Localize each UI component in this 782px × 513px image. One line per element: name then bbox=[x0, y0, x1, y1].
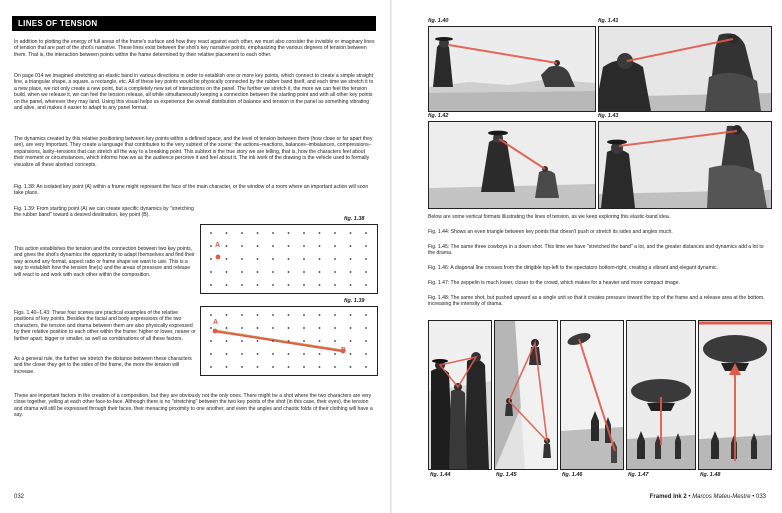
fig147-caption: Fig. 1.47: The zeppelin is much lower, closer to the crowd, which makes for a heavier and more compact image. bbox=[428, 280, 680, 286]
fig141-illustration bbox=[599, 27, 771, 111]
grid-dot bbox=[241, 284, 243, 286]
grid-dot bbox=[319, 258, 321, 260]
grid-dot bbox=[210, 340, 212, 342]
fig145-panel bbox=[494, 320, 558, 470]
fig139-dot-grid bbox=[201, 307, 377, 375]
fig141-panel bbox=[598, 26, 772, 112]
grid-dot bbox=[319, 314, 321, 316]
closing-paragraph: These are important factors in the creation of a composition, but they are obviously not the only ones. There might be a shot where the two characters are very close together, yelling at each other face-to-face. Although there is no "stretching" between the two key points of the shot (in this case, their eyes), the tension and drama will still be expressed through their faces, their menacing proximity to one another, and even the angles and chaotic folds of their clothing will have a say. bbox=[14, 393, 373, 419]
grid-dot bbox=[365, 271, 367, 273]
right-page-number: 033 bbox=[755, 494, 766, 500]
grid-dot bbox=[241, 366, 243, 368]
key-point-a bbox=[213, 329, 218, 334]
grid-dot bbox=[257, 327, 259, 329]
grid-dot bbox=[334, 232, 336, 234]
grid-dot bbox=[303, 271, 305, 273]
fig147-panel bbox=[626, 320, 696, 470]
fig140-label: fig. 1.40 bbox=[428, 18, 449, 24]
grid-dot bbox=[210, 258, 212, 260]
grid-dot bbox=[288, 353, 290, 355]
grid-dot bbox=[241, 314, 243, 316]
grid-dot bbox=[350, 327, 352, 329]
grid-dot bbox=[334, 340, 336, 342]
grid-dot bbox=[272, 353, 274, 355]
grid-dot bbox=[350, 314, 352, 316]
grid-dot bbox=[334, 284, 336, 286]
grid-dot bbox=[210, 353, 212, 355]
grid-dot bbox=[272, 366, 274, 368]
grid-dot bbox=[288, 245, 290, 247]
grid-dot bbox=[226, 284, 228, 286]
fig145-label: fig. 1.45 bbox=[496, 472, 517, 478]
fig144-label: fig. 1.44 bbox=[430, 472, 451, 478]
fig144-illustration bbox=[429, 321, 491, 469]
grid-dot bbox=[365, 258, 367, 260]
grid-dot bbox=[257, 271, 259, 273]
grid-dot bbox=[365, 327, 367, 329]
tension-action-paragraph: This action establishes the tension and the connection between two key points, and gives the shot's dynamics the opportunity to adapt themselves and find their way around any format, aspect ratio or frame shape we want to use. This is a way to establish how the tension line(s) and the areas of pressure and release will react to and work with each other within the composition. bbox=[14, 246, 195, 278]
grid-dot bbox=[226, 258, 228, 260]
grid-dot bbox=[365, 366, 367, 368]
fig138-label: fig. 1.38 bbox=[344, 216, 365, 222]
grid-dot bbox=[272, 327, 274, 329]
grid-dot bbox=[257, 340, 259, 342]
grid-dot bbox=[350, 258, 352, 260]
fig139-caption: Fig. 1.39: From starting point (A) we can create specific dynamics by "stretching the rubber band" toward a desired destination, key point (B). bbox=[14, 206, 194, 219]
grid-dot bbox=[241, 245, 243, 247]
grid-dot bbox=[319, 245, 321, 247]
grid-dot bbox=[241, 353, 243, 355]
grid-dot bbox=[303, 366, 305, 368]
fig143-label: fig. 1.43 bbox=[598, 113, 619, 119]
fig148-caption: Fig. 1.48: The same shot, but pushed upward as a single unit so that it creates pressure toward the top of the frame and a release area at the bottom, increasing the intensity of drama. bbox=[428, 295, 765, 308]
fig146-illustration bbox=[561, 321, 623, 469]
intro-paragraph: In addition to plotting the energy of full areas of the frame's surface and how they react against each other, we must also consider the invisible or imaginary lines of tension that are part of the shot's narrative. These lines exist between the shot's key narrative points, emphasizing the various degrees of tension between them. That is, the interaction between points within the frame determined by their relative placement to each other. bbox=[14, 39, 375, 58]
fig146-caption: Fig. 1.46: A diagonal line crosses from the dirigible top-left to the spectators bottom-right, creating a vibrant and elegant dynamic. bbox=[428, 265, 718, 271]
fig143-panel bbox=[598, 121, 772, 209]
fig147-label: fig. 1.47 bbox=[628, 472, 649, 478]
fig138-dot-grid bbox=[201, 225, 377, 293]
fig142-label: fig. 1.42 bbox=[428, 113, 449, 119]
grid-dot bbox=[288, 314, 290, 316]
grid-dot bbox=[334, 314, 336, 316]
author-name: Marcos Mateu-Mestre bbox=[692, 494, 751, 500]
grid-dot bbox=[272, 271, 274, 273]
fig148-panel bbox=[698, 320, 772, 470]
grid-dot bbox=[365, 232, 367, 234]
dynamics-paragraph: The dynamics created by this relative positioning between key points within a defined space, and the level of tension between them (how close or far apart they are), are very important. They create a language that contributes to the very subtext of the scene: the actions–reactions, balances–imbalances, compressions–expansions, laxity–tensions that can stretch all the way to a breaking point. This subtext is the true story we are telling, that is, how the characters feel about their moment or circumstances, which informs how we as the audience perceive it and feel about it. The ink work of the drawing is the vehicle used to formally visualize all these abstract concepts. bbox=[14, 136, 373, 168]
grid-dot bbox=[350, 232, 352, 234]
grid-dot bbox=[319, 271, 321, 273]
fig145-illustration bbox=[495, 321, 557, 469]
elastic-band-paragraph: On page 014 we imagined stretching an elastic band in various directions in order to establish one or more key points, which connect to create a simple straight line, a triangular shape, a square, a rectangle, etc. All of these key points would be physically connected by the rubber band itself, and each time we stretch it to a new place, we not only create a new point, but a completely new set of interactions on the panel. The further we stretch it, the more we can feel the tension build, when we release it, we can feel the tension release, all while simultaneously keeping a connection between the starting point and with all other key points on the panel, wherever they may land. Using this visual helps us experience the overall distribution of balance and tension in the panel as something vibrating and alive, and makes it easier to adapt to any panel format. bbox=[14, 73, 374, 112]
tension-line bbox=[215, 331, 343, 351]
grid-dot bbox=[288, 271, 290, 273]
fig145-caption: Fig. 1.45: The same three cowboys in a down shot. This time we have "stretched the band" a lot, and the greater distances and dynamics add a lot to the drama. bbox=[428, 244, 764, 257]
grid-dot bbox=[334, 258, 336, 260]
general-rule-paragraph: As a general rule, the further we stretch the distance between these characters and the closer they get to the sides of the frame, the more the tension will increase. bbox=[14, 356, 192, 375]
grid-dot bbox=[288, 366, 290, 368]
grid-dot bbox=[288, 284, 290, 286]
fig146-label: fig. 1.46 bbox=[562, 472, 583, 478]
fig144-panel bbox=[428, 320, 492, 470]
right-page-footer bbox=[650, 494, 766, 500]
grid-dot bbox=[334, 327, 336, 329]
grid-dot bbox=[350, 284, 352, 286]
grid-dot bbox=[241, 258, 243, 260]
section-banner: LINES OF TENSION bbox=[12, 16, 376, 31]
grid-dot bbox=[226, 314, 228, 316]
grid-dot bbox=[210, 327, 212, 329]
grid-dot bbox=[350, 271, 352, 273]
grid-dot bbox=[272, 232, 274, 234]
grid-dot bbox=[303, 314, 305, 316]
grid-dot bbox=[226, 232, 228, 234]
fig144-caption: Fig. 1.44: Shows an even triangle between key points that doesn't push or stretch its sides and angles much. bbox=[428, 229, 673, 235]
grid-dot bbox=[350, 340, 352, 342]
grid-dot bbox=[210, 271, 212, 273]
grid-dot bbox=[272, 258, 274, 260]
grid-dot bbox=[210, 232, 212, 234]
grid-dot bbox=[272, 314, 274, 316]
grid-dot bbox=[319, 353, 321, 355]
grid-dot bbox=[288, 340, 290, 342]
fig142-illustration bbox=[429, 122, 595, 208]
grid-dot bbox=[257, 284, 259, 286]
grid-dot bbox=[334, 245, 336, 247]
grid-dot bbox=[210, 284, 212, 286]
grid-dot bbox=[241, 271, 243, 273]
figs140-143-caption: Figs. 1.40–1.43: These four scenes are practical examples of the relative positions of key points. Besides the facial and body expressions of the two characters, the tension and drama between them are also physically expressed by their relative position to each other within the frame: higher or lower, nearer or farther apart, bigger or smaller, as well as combinations of all these factors. bbox=[14, 310, 196, 342]
grid-dot bbox=[288, 327, 290, 329]
grid-dot bbox=[319, 327, 321, 329]
grid-dot bbox=[226, 340, 228, 342]
point-a-label: A bbox=[215, 242, 221, 249]
left-page-number: 032 bbox=[14, 494, 25, 500]
grid-dot bbox=[288, 232, 290, 234]
grid-dot bbox=[334, 353, 336, 355]
grid-dot bbox=[319, 232, 321, 234]
grid-dot bbox=[257, 258, 259, 260]
fig138-caption: Fig. 1.38: An isolated key point (A) within a frame might represent the face of the main character, or the window of a room where an important action will soon take place. bbox=[14, 184, 369, 197]
fig147-illustration bbox=[627, 321, 695, 469]
grid-dot bbox=[303, 340, 305, 342]
grid-dot bbox=[303, 327, 305, 329]
grid-dot bbox=[365, 284, 367, 286]
footer-separator: • bbox=[686, 494, 693, 500]
fig138-diagram bbox=[200, 224, 378, 294]
fig141-label: fig. 1.41 bbox=[598, 18, 619, 24]
key-point-a bbox=[216, 255, 221, 260]
grid-dot bbox=[334, 366, 336, 368]
grid-dot bbox=[303, 245, 305, 247]
grid-dot bbox=[272, 245, 274, 247]
grid-dot bbox=[365, 340, 367, 342]
grid-dot bbox=[350, 245, 352, 247]
grid-dot bbox=[319, 284, 321, 286]
grid-dot bbox=[303, 258, 305, 260]
grid-dot bbox=[334, 271, 336, 273]
fig146-panel bbox=[560, 320, 624, 470]
grid-dot bbox=[365, 353, 367, 355]
fig142-panel bbox=[428, 121, 596, 209]
fig148-label: fig. 1.48 bbox=[700, 472, 721, 478]
fig140-panel bbox=[428, 26, 596, 112]
grid-dot bbox=[272, 340, 274, 342]
right-page bbox=[392, 0, 782, 513]
grid-dot bbox=[210, 366, 212, 368]
book-title: Framed Ink 2 bbox=[649, 494, 687, 500]
grid-dot bbox=[226, 366, 228, 368]
fig139-diagram bbox=[200, 306, 378, 376]
grid-dot bbox=[210, 245, 212, 247]
grid-dot bbox=[226, 353, 228, 355]
point-a-label: A bbox=[213, 319, 219, 326]
grid-dot bbox=[257, 366, 259, 368]
grid-dot bbox=[257, 232, 259, 234]
fig148-illustration bbox=[699, 321, 771, 469]
left-page bbox=[0, 0, 390, 513]
grid-dot bbox=[350, 366, 352, 368]
grid-dot bbox=[226, 245, 228, 247]
fig140-illustration bbox=[429, 27, 595, 111]
grid-dot bbox=[226, 271, 228, 273]
grid-dot bbox=[303, 284, 305, 286]
fig139-label: fig. 1.39 bbox=[344, 298, 365, 304]
fig143-illustration bbox=[599, 122, 771, 208]
tension-line-highlight bbox=[215, 330, 343, 350]
footer-separator-2: • bbox=[750, 494, 756, 500]
grid-dot bbox=[303, 232, 305, 234]
grid-dot bbox=[319, 340, 321, 342]
grid-dot bbox=[365, 314, 367, 316]
point-b-label: B bbox=[341, 347, 347, 354]
grid-dot bbox=[257, 353, 259, 355]
grid-dot bbox=[288, 258, 290, 260]
grid-dot bbox=[272, 284, 274, 286]
grid-dot bbox=[350, 353, 352, 355]
grid-dot bbox=[241, 327, 243, 329]
grid-dot bbox=[241, 232, 243, 234]
grid-dot bbox=[319, 366, 321, 368]
grid-dot bbox=[226, 327, 228, 329]
grid-dot bbox=[241, 340, 243, 342]
grid-dot bbox=[210, 314, 212, 316]
grid-dot bbox=[365, 245, 367, 247]
grid-dot bbox=[257, 314, 259, 316]
vertical-formats-intro: Below are some vertical formats illustrating the lines of tension, as we keep exploring this elastic-band idea. bbox=[428, 214, 671, 220]
grid-dot bbox=[303, 353, 305, 355]
grid-dot bbox=[257, 245, 259, 247]
